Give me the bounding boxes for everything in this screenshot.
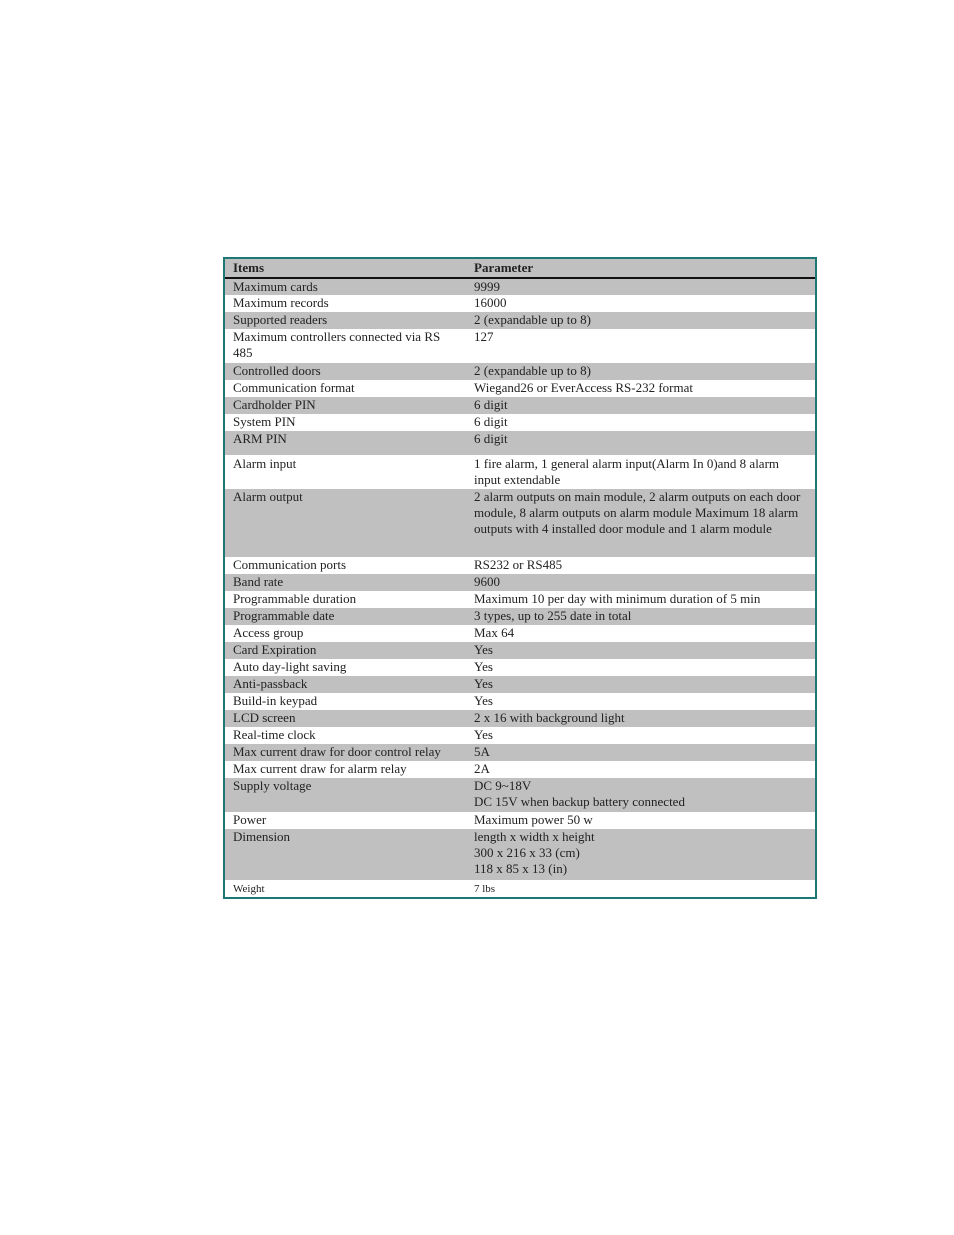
table-row <box>225 744 815 761</box>
param-cell: 9600 <box>466 574 815 591</box>
spec-table-body <box>225 278 815 897</box>
item-cell: Cardholder PIN <box>225 397 466 414</box>
header-parameter: Parameter <box>466 259 815 278</box>
table-row <box>225 329 815 363</box>
table-row <box>225 431 815 455</box>
table-row <box>225 659 815 676</box>
item-cell: System PIN <box>225 414 466 431</box>
param-cell: 7 lbs <box>466 880 815 897</box>
param-cell: 2 (expandable up to 8) <box>466 363 815 380</box>
table-row <box>225 710 815 727</box>
table-row <box>225 591 815 608</box>
table-row <box>225 312 815 329</box>
item-cell: Real-time clock <box>225 727 466 744</box>
param-cell: Yes <box>466 642 815 659</box>
table-row <box>225 642 815 659</box>
param-cell: 2 (expandable up to 8) <box>466 312 815 329</box>
item-cell: Auto day-light saving <box>225 659 466 676</box>
param-cell: Wiegand26 or EverAccess RS-232 format <box>466 380 815 397</box>
item-cell: Maximum controllers connected via RS 485 <box>225 329 466 363</box>
table-row <box>225 455 815 489</box>
item-cell: Programmable date <box>225 608 466 625</box>
table-row <box>225 761 815 778</box>
param-cell: 2 x 16 with background light <box>466 710 815 727</box>
param-cell: 1 fire alarm, 1 general alarm input(Alarm In 0)and 8 alarm input extendable <box>466 455 815 489</box>
param-cell: Yes <box>466 693 815 710</box>
item-cell: Alarm output <box>225 489 466 557</box>
item-cell: Communication format <box>225 380 466 397</box>
param-cell: 6 digit <box>466 414 815 431</box>
table-row <box>225 608 815 625</box>
item-cell: Supply voltage <box>225 778 466 812</box>
param-cell: Yes <box>466 727 815 744</box>
param-cell: Max 64 <box>466 625 815 642</box>
item-cell: Maximum cards <box>225 278 466 295</box>
item-cell: Controlled doors <box>225 363 466 380</box>
table-row <box>225 380 815 397</box>
table-row <box>225 363 815 380</box>
table-row <box>225 489 815 557</box>
item-cell: Maximum records <box>225 295 466 312</box>
table-row <box>225 397 815 414</box>
table-row <box>225 812 815 829</box>
item-cell: Band rate <box>225 574 466 591</box>
param-cell: 5A <box>466 744 815 761</box>
param-cell: 2A <box>466 761 815 778</box>
item-cell: Access group <box>225 625 466 642</box>
param-cell: 16000 <box>466 295 815 312</box>
table-row <box>225 693 815 710</box>
table-row <box>225 727 815 744</box>
param-cell: Maximum 10 per day with minimum duration of 5 min <box>466 591 815 608</box>
table-row <box>225 414 815 431</box>
param-cell: Yes <box>466 659 815 676</box>
item-cell: Card Expiration <box>225 642 466 659</box>
param-cell: Yes <box>466 676 815 693</box>
param-cell: length x width x height 300 x 216 x 33 (cm) 118 x 85 x 13 (in) <box>466 829 815 880</box>
table-row <box>225 557 815 574</box>
item-cell: LCD screen <box>225 710 466 727</box>
item-cell: Communication ports <box>225 557 466 574</box>
item-cell: Power <box>225 812 466 829</box>
param-cell: Maximum power 50 w <box>466 812 815 829</box>
table-row <box>225 778 815 812</box>
table-row <box>225 278 815 295</box>
item-cell: Alarm input <box>225 455 466 489</box>
item-cell: Anti-passback <box>225 676 466 693</box>
item-cell: Max current draw for door control relay <box>225 744 466 761</box>
table-row <box>225 625 815 642</box>
item-cell: Dimension <box>225 829 466 880</box>
item-cell: Weight <box>225 880 466 897</box>
item-cell: ARM PIN <box>225 431 466 455</box>
table-header-row <box>225 259 815 278</box>
table-row <box>225 829 815 880</box>
param-cell: DC 9~18V DC 15V when backup battery connected <box>466 778 815 812</box>
table-row <box>225 676 815 693</box>
param-cell: 2 alarm outputs on main module, 2 alarm outputs on each door module, 8 alarm outputs on alarm module Maximum 18 alarm outputs with 4 installed door module and 1 alarm module <box>466 489 815 557</box>
item-cell: Build-in keypad <box>225 693 466 710</box>
param-cell: 9999 <box>466 278 815 295</box>
param-cell: 6 digit <box>466 431 815 455</box>
param-cell: 127 <box>466 329 815 363</box>
table-row <box>225 295 815 312</box>
item-cell: Supported readers <box>225 312 466 329</box>
param-cell: 3 types, up to 255 date in total <box>466 608 815 625</box>
item-cell: Max current draw for alarm relay <box>225 761 466 778</box>
header-items: Items <box>225 259 466 278</box>
param-cell: 6 digit <box>466 397 815 414</box>
param-cell: RS232 or RS485 <box>466 557 815 574</box>
item-cell: Programmable duration <box>225 591 466 608</box>
spec-table-container <box>223 257 817 899</box>
table-row <box>225 574 815 591</box>
spec-table <box>225 259 815 897</box>
table-row <box>225 880 815 897</box>
